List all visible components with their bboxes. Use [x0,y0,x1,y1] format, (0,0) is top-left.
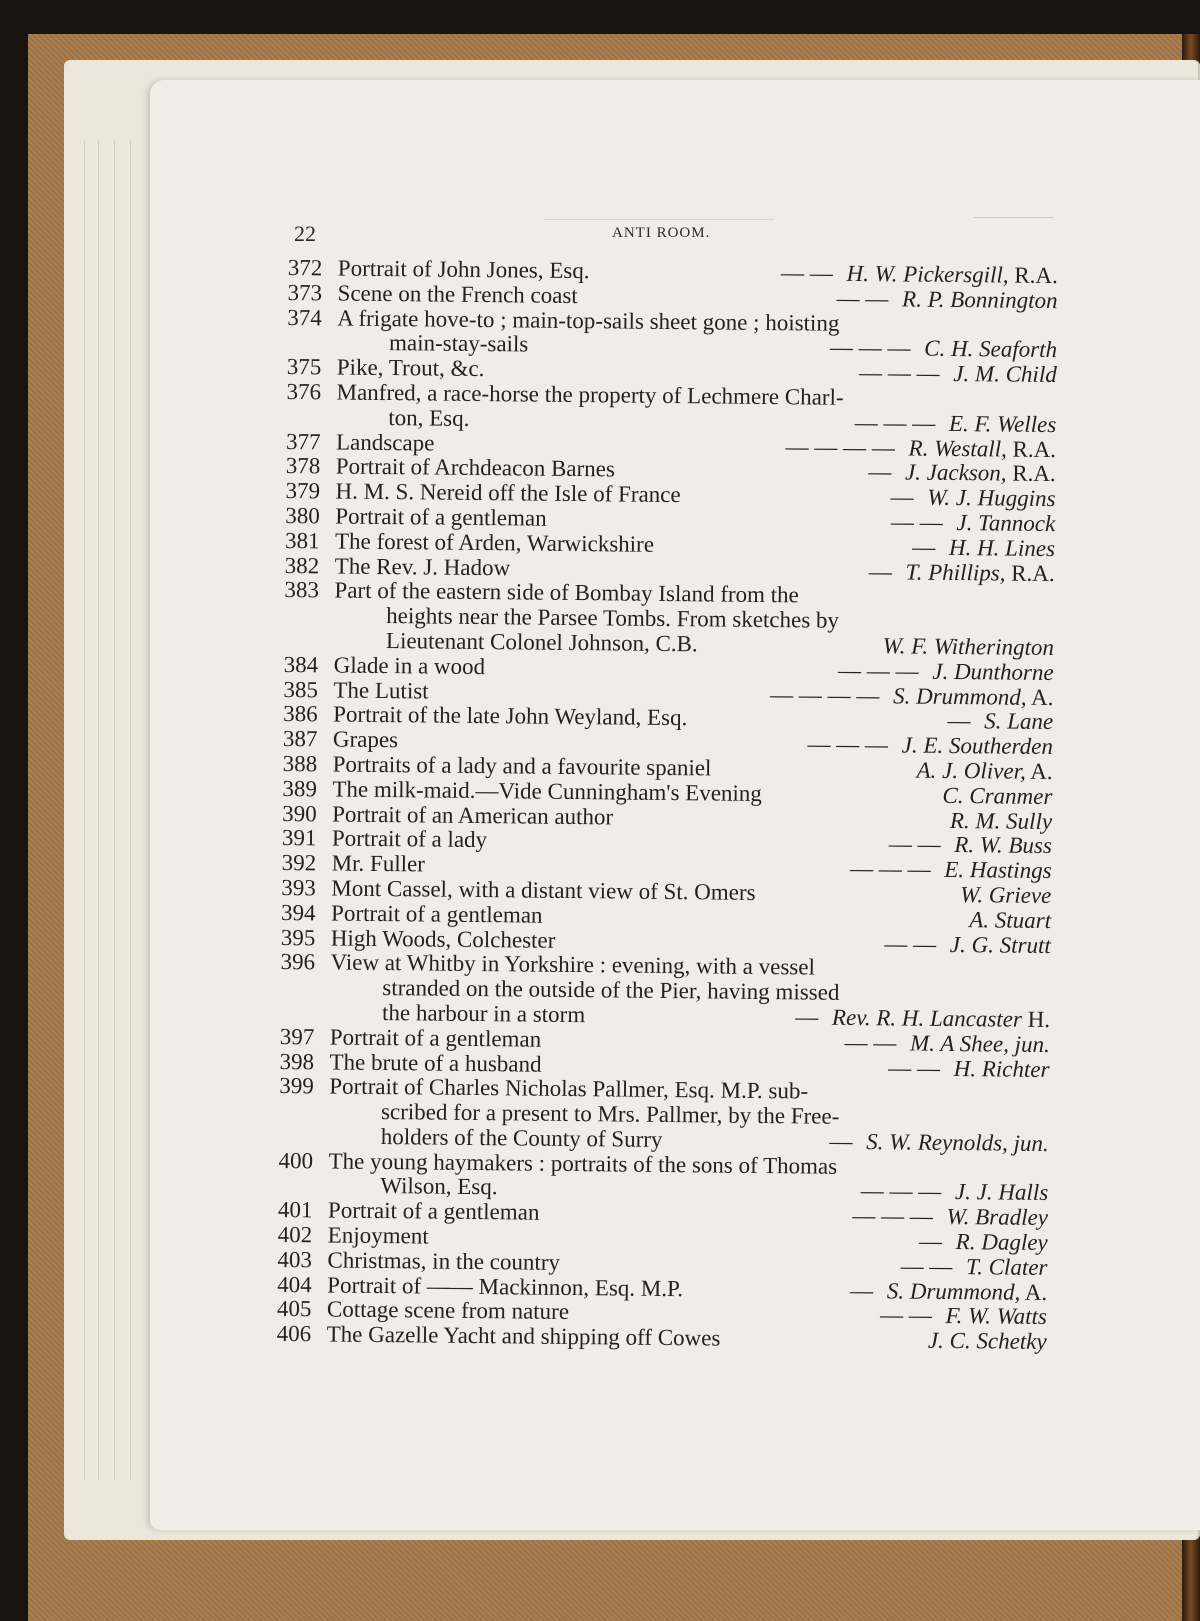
entry-title: H. M. S. Nereid off the Isle of France [335,478,681,508]
artist-name: A. J. Oliver, [916,757,1026,784]
artist-name: T. Phillips, [905,559,1006,586]
entry-artist [888,1056,1050,1082]
entry-number: 402 [277,1222,313,1248]
leader-dashes: — — — [860,1178,948,1205]
leader-dashes: — [912,534,942,560]
entry-number: 375 [286,354,322,380]
artist-name: S. Lane [984,708,1054,735]
artist-name: R. Westall, [908,435,1007,462]
entry-number: 386 [283,701,318,727]
leader-dashes: — — — — [785,433,901,461]
entry-number: 372 [287,255,323,281]
catalogue-entry [279,1074,1050,1156]
artist-name: H. Richter [953,1055,1050,1082]
leader-dashes: — — [884,930,943,957]
entry-artist [850,1279,1047,1306]
page-edge-line [114,140,115,1480]
entry-number: 379 [285,478,321,504]
leader-dashes: — — [888,1054,946,1081]
leader-dashes: — — [879,1302,938,1329]
artist-name: W. F. Witherington [882,633,1055,660]
artist-name: J. G. Strutt [949,931,1051,958]
entry-artist [850,857,1052,884]
catalogue-entry [286,380,1056,438]
entry-number: 388 [282,750,318,777]
entry-number: 385 [283,676,319,702]
entry-artist [861,1180,1049,1207]
entry-number: 404 [277,1271,312,1297]
bleed-through-rule [544,219,774,220]
artist-name: W. J. Huggins [927,484,1056,512]
entry-artist [829,1130,1048,1157]
entry-title: stranded on the outside of the Pier, having missed [382,975,840,1005]
entry-number: 389 [282,775,318,802]
entry-title: Portrait of a gentleman [335,503,547,531]
entry-number: 383 [284,577,320,603]
entry-artist [912,535,1055,561]
entry-artist [884,932,1051,959]
artist-name: M. A Shee, jun. [909,1030,1050,1057]
artist-honour: R.A. [1005,560,1055,586]
entry-title: ton, Esq. [388,404,470,431]
entry-title: scribed for a present to Mrs. Pallmer, by the Free- [380,1099,840,1129]
artist-name: R. Dagley [955,1229,1048,1256]
entry-number: 396 [280,949,316,975]
entry-title: Portrait of an American author [332,801,614,829]
entry-number: 406 [276,1321,312,1347]
entry-artist [836,287,1057,314]
entry-artist [795,1005,1050,1032]
entry-title: Portrait of a lady [331,825,488,853]
leader-dashes: — [795,1004,825,1030]
leader-dashes: — [890,484,920,510]
leader-dashes: — — [836,285,895,312]
artist-honour: H. [1021,1006,1051,1032]
page-number: 22 [294,221,316,246]
artist-name: J. M. Child [953,361,1057,388]
entry-number: 382 [284,552,320,578]
entry-title: Portrait of Charles Nicholas Pallmer, Esq. M.P. sub- [329,1073,809,1104]
bleed-through-rule [974,217,1054,218]
entry-title: The brute of a husband [329,1048,542,1077]
leader-dashes: — [868,558,898,584]
artist-name: S. Drummond, [892,682,1027,710]
entry-title: View at Whitby in Yorkshire : evening, with a vessel [330,949,816,980]
entry-title: Christmas, in the country [327,1247,561,1275]
leader-dashes: — — — [837,657,925,684]
artist-name: E. F. Welles [948,410,1057,437]
artist-name: R. W. Buss [954,832,1052,859]
entry-title: Lieutenant Colonel Johnson, C.B. [385,628,698,657]
page-edge-line [130,140,131,1480]
entry-number: 374 [287,304,322,330]
leader-dashes: — — — — [769,681,886,708]
entry-title: Portrait of John Jones, Esq. [337,255,590,284]
entry-artist [961,908,1051,934]
artist-name: F. W. Watts [945,1303,1048,1330]
artist-name: W. Bradley [946,1204,1049,1231]
entry-title: Part of the eastern side of Bombay Island from the [334,577,799,608]
leader-dashes: — — — [829,335,917,361]
entry-artist [830,336,1057,363]
catalogue-entry [280,950,1051,1032]
artist-honour: R.A. [1006,436,1057,462]
catalogue-entry [284,578,1055,660]
entry-number: 391 [281,825,317,851]
leader-dashes: — [947,708,977,734]
page-header [294,219,1084,249]
entry-artist [807,733,1053,760]
entry-number: 378 [285,453,321,479]
leader-dashes: — — — [849,856,937,882]
artist-name: R. P. Bonnington [901,286,1058,313]
entry-title: the harbour in a storm [381,999,586,1028]
entry-title: The young haymakers : portraits of the sons of Thomas [328,1148,838,1179]
entry-artist [919,1230,1048,1256]
artist-name: H. W. Pickersgill, [846,260,1009,288]
entry-number: 399 [279,1073,314,1099]
leader-dashes: — — — [807,731,894,758]
leader-dashes: — — — [858,360,946,387]
entry-artist [868,460,1056,487]
entry-artist [890,485,1055,512]
entry-artist [920,1329,1047,1355]
entry-artist [869,560,1055,587]
entry-title: holders of the County of Surry [380,1123,663,1152]
entry-title: Portraits of a lady and a favourite spaniel [332,751,712,781]
artist-honour: R.A. [1008,262,1058,289]
entry-artist [852,1204,1048,1231]
page-edge-line [84,140,85,1480]
entry-artist [770,683,1054,711]
artist-name: E. Hastings [944,857,1052,884]
entry-artist [952,883,1051,909]
leader-dashes: — [868,459,898,485]
entry-number: 380 [285,502,320,529]
entry-title: The Gazelle Yacht and shipping off Cowes [326,1321,721,1351]
entry-artist [947,709,1053,735]
entry-artist [942,808,1052,834]
entry-artist [844,1031,1049,1058]
entry-title: Landscape [335,429,435,456]
entry-title: Glade in a wood [333,652,486,679]
artist-honour: R.A. [1006,460,1056,487]
entry-number: 376 [286,378,322,405]
entry-number: 401 [277,1197,313,1223]
artist-name: R. M. Sully [949,807,1053,834]
entry-artist [859,361,1057,388]
entry-title: Wilson, Esq. [380,1173,498,1200]
artist-name: J. E. Southerden [901,732,1054,760]
entry-artist [900,1254,1047,1280]
artist-name: S. W. Reynolds, jun. [866,1128,1049,1156]
entry-title: Cottage scene from nature [326,1296,570,1325]
entry-number: 387 [282,726,318,752]
entry-title: High Woods, Colchester [330,925,556,953]
entry-number: 395 [280,924,316,950]
artist-name: J. C. Schetky [927,1328,1047,1355]
entry-number: 384 [283,651,319,678]
artist-honour: A. [1020,1279,1048,1305]
entry-title: The milk-maid.—Vide Cunningham's Evening [332,776,763,806]
entry-artist [891,510,1056,537]
entry-title: Portrait of a gentleman [329,1024,542,1052]
leader-dashes: — [918,1228,948,1255]
entry-title: The Rev. J. Hadow [334,553,511,580]
artist-name: C. Cranmer [942,782,1053,809]
entry-number: 400 [278,1147,314,1173]
artist-name: S. Drummond, [886,1278,1021,1305]
leader-dashes: — [849,1277,879,1303]
entry-number: 398 [279,1048,315,1074]
entry-number: 392 [281,850,317,876]
entry-number: 403 [277,1246,313,1273]
running-head: ANTI ROOM. [612,225,711,241]
entry-artist [889,833,1052,860]
entry-number: 397 [279,1023,315,1050]
catalogue-entry-list [277,256,1058,1355]
entry-number: 373 [287,279,323,306]
artist-name: Rev. R. H. Lancaster [831,1004,1023,1032]
artist-name: H. H. Lines [948,534,1056,561]
entry-artist [855,411,1057,438]
entry-number: 405 [276,1296,312,1322]
entry-title: Portrait of a gentleman [330,900,543,928]
entry-artist [781,261,1058,289]
entry-number: 393 [281,874,317,901]
entry-title: Manfred, a race-horse the property of Lechmere Charl- [336,379,844,410]
leader-dashes: — — — [854,409,942,436]
entry-artist [786,435,1057,463]
entry-title: Enjoyment [327,1222,429,1249]
leader-dashes: — [829,1128,859,1154]
artist-name: T. Clater [965,1254,1048,1280]
entry-title: Mont Cassel, with a distant view of St. Omers [331,875,756,905]
entry-title: Portrait of the late John Weyland, Esq. [333,701,688,731]
leader-dashes: — — [844,1029,903,1056]
artist-name: J. Dunthorne [932,658,1054,685]
entry-title: A frigate hove-to ; main-top-sails sheet gone ; hoisting [337,305,840,336]
entry-title: Pike, Trout, &c. [336,354,485,382]
artist-honour: A. [1026,684,1054,710]
entry-artist [838,659,1054,686]
leader-dashes: — — [900,1253,959,1279]
entry-number: 394 [280,899,316,926]
entry-title: main-stay-sails [388,330,529,357]
entry-number: 390 [282,800,317,826]
entry-artist [880,1304,1047,1331]
entry-title: Portrait of —— Mackinnon, Esq. M.P. [327,1272,684,1301]
entry-number: 381 [284,527,320,554]
entry-artist [934,784,1052,810]
entry-number: 377 [285,428,321,454]
artist-name: J. Jackson, [904,459,1007,486]
entry-artist [875,634,1054,661]
entry-title: Portrait of a gentleman [327,1197,540,1225]
entry-artist [908,758,1052,784]
page-edge-line [98,140,99,1480]
leader-dashes: — — [890,509,949,535]
entry-title: Mr. Fuller [331,850,426,877]
artist-name: J. J. Halls [954,1179,1049,1206]
artist-name: A. Stuart [969,906,1052,933]
leader-dashes: — — [780,260,839,286]
artist-honour: A. [1025,758,1053,784]
entry-title: heights near the Parsee Tombs. From sketches by [386,603,840,633]
leader-dashes: — — [888,831,947,858]
artist-name: C. H. Seaforth [924,336,1058,363]
leader-dashes: — — — [852,1203,939,1230]
entry-title: The Lutist [333,677,429,704]
artist-name: J. Tannock [956,509,1056,537]
entry-title: Grapes [332,726,399,753]
entry-title: The forest of Arden, Warwickshire [334,528,655,557]
artist-name: W. Grieve [960,881,1052,908]
entry-title: Scene on the French coast [337,280,578,308]
entry-title: Portrait of Archdeacon Barnes [335,453,616,482]
